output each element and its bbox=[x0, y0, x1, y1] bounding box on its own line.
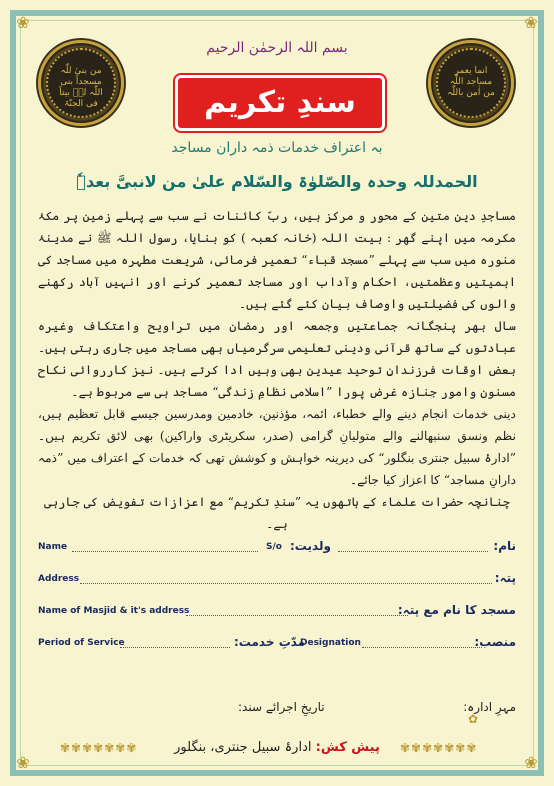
corner-ornament-icon: ❀ bbox=[524, 13, 538, 32]
walidiyat-label: ولدیت: bbox=[290, 539, 331, 553]
body-paragraph: سال بھر پنجگانہ جماعتیں وجمعہ اور رمضان میں تراویح واعتکاف وغیرہ عبادتوں کے ساتھ قرآنی ودینی تعلیمی سرگرمیاں بھی مساجد میں جاری رہتی ہیں۔ بعض اوقات فرزندانِ توحید عیدین بھی وہیں ادا کرتے ہیں۔ نیز کارروائی نکاح مسنون وامور جنازہ غرض پورا ”اسلامی نظامِ زندگی“ مساجد ہی سے مربوط ہے۔ bbox=[38, 319, 516, 399]
name-field[interactable] bbox=[72, 551, 258, 552]
footer-ornament-right-icon: ✾✾✾✾✾✾✾ bbox=[400, 741, 478, 755]
designation-label: Designation bbox=[300, 638, 361, 648]
flower-ornament-icon: ✿ bbox=[468, 712, 479, 726]
service-label-ur: مدّتِ خدمت: bbox=[234, 635, 306, 649]
footer-ornament-left-icon: ✾✾✾✾✾✾✾ bbox=[60, 741, 138, 755]
masjid-field[interactable] bbox=[186, 615, 408, 616]
footer-label: پیش کش: bbox=[315, 740, 380, 755]
service-field[interactable] bbox=[120, 647, 230, 648]
recipient-form bbox=[38, 536, 516, 664]
body-paragraph: چنانچہ حضرات علماء کے ہاتھوں یہ ”سندِ تکریم“ مع اعزازات تفویض کی جارہی ہے۔ bbox=[44, 495, 510, 531]
signature-row bbox=[38, 700, 516, 726]
so-label: S/o bbox=[266, 542, 282, 552]
certificate-title: سندِ تکریم bbox=[175, 75, 385, 131]
masjid-label-en: Name of Masjid & it's address bbox=[38, 606, 190, 616]
designation-field[interactable] bbox=[362, 647, 482, 648]
left-seal-text: من بنیٰ للّٰہ مسجداً بنی اللّٰہ لہٗ بیتاً فی الجنّۃ bbox=[59, 66, 103, 109]
footer-org: ادارۂ سبیل جنتری، بنگلور bbox=[174, 740, 312, 755]
masjid-label-ur: مسجد کا نام مع پتہ: bbox=[397, 603, 516, 617]
masjid-row bbox=[38, 600, 516, 632]
issue-date-label: تاریخِ اجرائے سند: bbox=[238, 700, 325, 714]
address-label-ur: پتہ: bbox=[494, 571, 516, 585]
body-paragraph: مساجدِ دین متین کے محور و مرکز ہیں، ربّ کائنات نے سب سے پہلے زمین پر مکۂ مکرمہ میں اپنے گھر : بیت اللہ (خانہ کعبہ ) کو بنایا، رسول اللہ ﷺ نے مدینۂ منورہ میں سب سے پہلے ”مسجد قباء“ تعمیر فرمائی، شریعت مطہرہ میں مساجد کی اہمیتیں وعظمتیں، احکام وآداب اور مساجد تعمیر کرنے اور انہیں آباد رکھنے والوں کی فضیلتیں واوصاف بیان کئے گئے ہیں۔ bbox=[38, 209, 516, 311]
hamd-heading: الحمدللہ وحدہ والصّلوٰۃ والسّلام علیٰ من لانبیَّ بعدہٗ bbox=[76, 172, 478, 191]
father-name-field[interactable] bbox=[338, 551, 488, 552]
address-label-en: Address bbox=[38, 574, 80, 584]
right-seal-text: انما یعمر مساجد اللّٰہ من اٰمن باللّٰہ bbox=[447, 66, 495, 98]
service-label-en: Period of Service bbox=[38, 638, 125, 648]
seal-label: مہرِ ادارہ: bbox=[463, 700, 516, 714]
address-field[interactable] bbox=[80, 583, 492, 584]
address-row bbox=[38, 568, 516, 600]
certificate-body bbox=[38, 205, 516, 535]
name-row bbox=[38, 536, 516, 568]
corner-ornament-icon: ❀ bbox=[16, 753, 30, 772]
name-label-ur: نام: bbox=[493, 539, 516, 553]
body-paragraph: دینی خدمات انجام دینے والے خطباء، ائمہ، مؤذنین، خادمین ومدرسین جیسے قابل تعظیم ہیں، نظم ونسق سنبھالنے والے متولیانِ گرامی (صدر، سکریٹری واراکین) بھی لائق تکریم ہیں۔ ”ادارۂ سبیل جنتری بنگلور“ کی دیرینہ خواہش و کوشش تھی کہ خدمات کے اعتراف میں ”ذمہ دارانِ مساجد“ کا اعزاز کیا جائے۔ bbox=[38, 407, 516, 487]
service-row bbox=[38, 632, 516, 664]
corner-ornament-icon: ❀ bbox=[524, 753, 538, 772]
corner-ornament-icon: ❀ bbox=[16, 13, 30, 32]
name-label-en: Name bbox=[38, 542, 68, 552]
mansab-label: منصب: bbox=[474, 635, 516, 649]
bismillah: بسم اللہ الرحمٰن الرحیم bbox=[206, 40, 348, 56]
certificate-subtitle: بہ اعتراف خدمات ذمہ داران مساجد bbox=[171, 140, 383, 156]
